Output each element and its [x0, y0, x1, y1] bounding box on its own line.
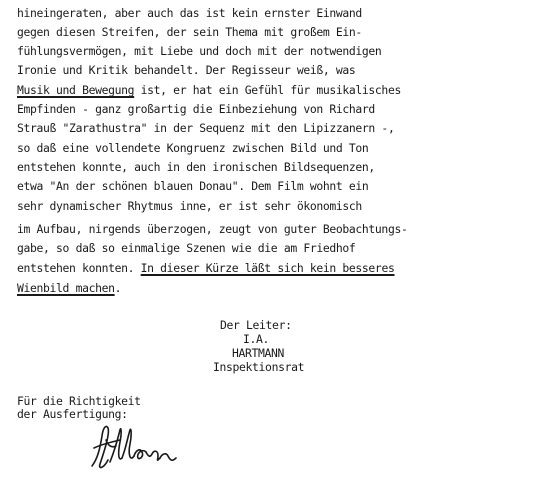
text-line-6: Empfinden - ganz großartig die Einbeziehung von Richard — [17, 102, 375, 116]
text-line-3: fühlungsvermögen, mit Liebe und doch mit der notwendigen — [17, 44, 382, 58]
signer-proxy: I.A. — [243, 332, 270, 346]
signer-title: Der Leiter: — [220, 318, 292, 332]
handwritten-signature-icon — [88, 418, 180, 474]
line-text: entstehen konnten. — [17, 261, 141, 275]
line-text: ist, er hat ein Gefühl für musikalisches — [134, 83, 401, 97]
text-line-13: gabe, so daß so einmalige Szenen wie die am Friedhof — [17, 241, 356, 255]
certification-line-1: Für die Richtigkeit — [17, 394, 141, 408]
underlined-phrase: In dieser Kürze läßt sich kein besseres — [140, 261, 395, 275]
certification-line-2: der Ausfertigung: — [17, 407, 128, 421]
text-line-14 — [17, 261, 394, 275]
text-line-11: sehr dynamischer Rhytmus inne, er ist sehr ökonomisch — [17, 199, 362, 213]
line-text: . — [114, 281, 122, 295]
signer-name: HARTMANN — [232, 346, 285, 360]
signer-position: Inspektionsrat — [213, 360, 305, 374]
underlined-phrase: Musik und Bewegung — [17, 83, 135, 97]
text-line-8: so daß eine vollendete Kongruenz zwischen Bild und Ton — [17, 141, 369, 155]
text-line-9: entstehen konnte, auch in den ironischen Bildsequenzen, — [17, 160, 375, 174]
underlined-phrase: Wienbild machen — [17, 281, 115, 295]
text-line-7: Strauß "Zarathustra" in der Sequenz mit den Lipizzanern -, — [17, 121, 395, 135]
text-line-4: Ironie und Kritik behandelt. Der Regisseur weiß, was — [17, 63, 356, 77]
text-line-1: hineingeraten, aber auch das ist kein ernster Einwand — [17, 6, 362, 20]
text-line-5 — [17, 83, 401, 97]
text-line-12: im Aufbau, nirgends überzogen, zeugt von guter Beobachtungs- — [17, 222, 408, 236]
text-line-10: etwa "An der schönen blauen Donau". Dem Film wohnt ein — [17, 179, 369, 193]
text-line-2: gegen diesen Streifen, der sein Thema mit großem Ein- — [17, 25, 362, 39]
text-line-15 — [17, 281, 121, 295]
